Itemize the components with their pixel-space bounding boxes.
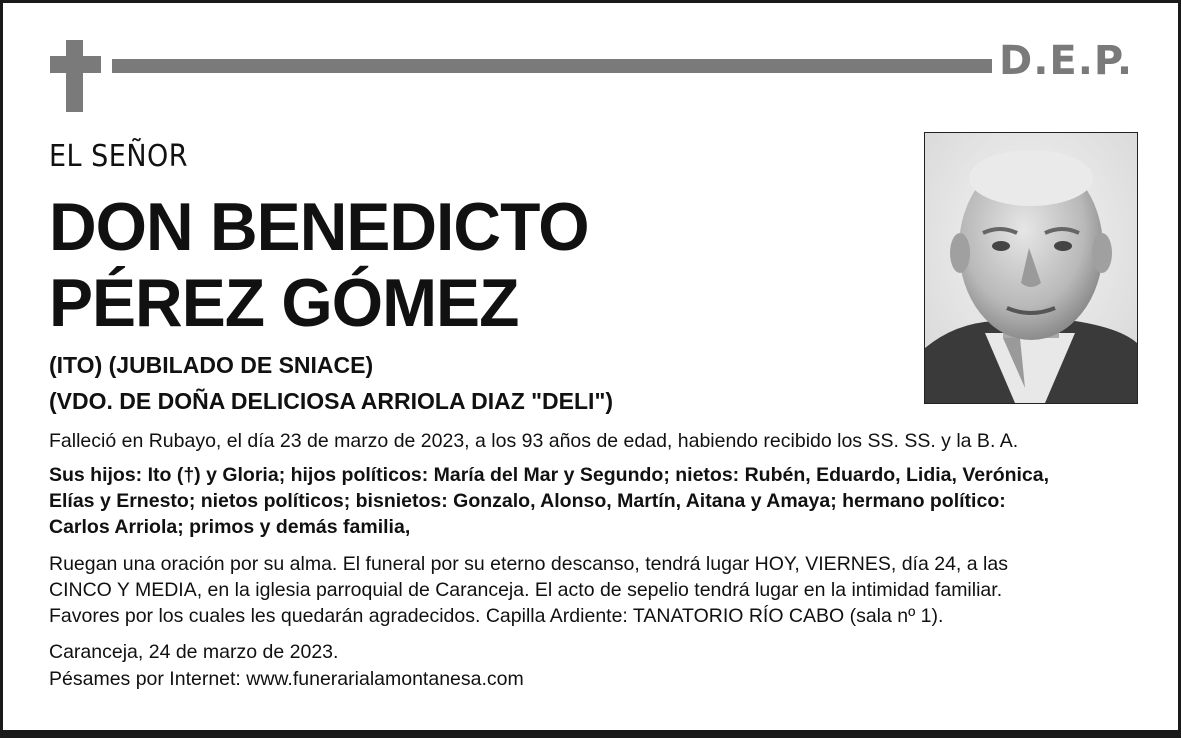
portrait-image [925,133,1137,403]
cross-icon-bar [50,56,101,73]
place-date: Caranceja, 24 de marzo de 2023. [49,641,339,663]
subtitle-line-1: (ITO) (JUBILADO DE SNIACE) [49,352,374,378]
dep-label: D.E.P. [999,38,1134,84]
header-rule [112,59,992,73]
portrait-photo [924,132,1138,404]
funeral-line-3: Favores por los cuales les quedarán agradecidos. Capilla Ardiente: TANATORIO RÍO CABO (sala nº 1). [49,605,944,627]
funeral-line-1: Ruegan una oración por su alma. El funeral por su eterno descanso, tendrá lugar HOY, VIERNES, día 24, a las [49,553,1008,575]
family-line-3: Carlos Arriola; primos y demás familia, [49,516,411,538]
name-line-2: PÉREZ GÓMEZ [49,265,519,341]
deceased-name [49,189,589,341]
subtitle-line-2: (VDO. DE DOÑA DELICIOSA ARRIOLA DIAZ "DELI") [49,388,614,414]
name-line-1: DON BENEDICTO [49,189,589,265]
family-line-2: Elías y Ernesto; nietos políticos; bisnietos: Gonzalo, Alonso, Martín, Aitana y Amaya; hermano político: [49,490,1006,512]
family-line-1: Sus hijos: Ito (†) y Gloria; hijos políticos: María del Mar y Segundo; nietos: Rubén, Eduardo, Lidia, Verónica, [49,464,1050,486]
death-notice: Falleció en Rubayo, el día 23 de marzo de 2023, a los 93 años de edad, habiendo recibido los SS. SS. y la B. A. [49,430,1019,452]
title-prefix: EL SEÑOR [49,139,189,174]
funeral-details [49,551,1139,629]
condolences-web: Pésames por Internet: www.funerarialamontanesa.com [49,668,524,690]
cross-icon [66,40,83,112]
funeral-line-2: CINCO Y MEDIA, en la iglesia parroquial de Caranceja. El acto de sepelio tendrá lugar en la intimidad familiar. [49,579,1003,601]
family-list [49,462,1139,540]
